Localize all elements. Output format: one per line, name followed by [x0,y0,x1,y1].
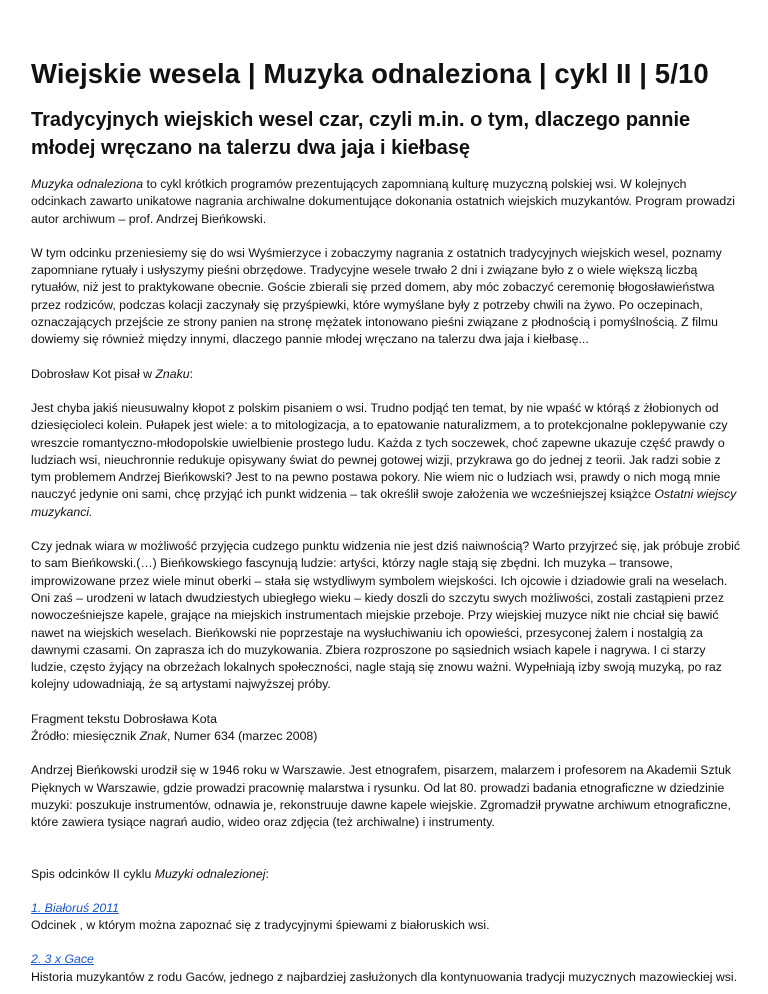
book-title: Ostatni wiejscy muzykanci. [31,487,737,519]
quote-intro-text: Dobrosław Kot pisał w [31,366,156,381]
quote-intro [31,366,740,383]
series-name: Muzyka odnaleziona [31,177,144,191]
episodes-series-name: Muzyki odnalezionej [154,866,266,881]
source-magazine: Znak [139,729,167,744]
episode-link-2[interactable]: 2. 3 x Gace [31,952,94,967]
source-issue: , Numer 634 (marzec 2008) [167,729,318,744]
source-line-2: Źródło: miesięcznik [31,729,140,744]
bio-paragraph: Andrzej Bieńkowski urodził się w 1946 roku w Warszawie. Jest etnografem, pisarzem, malarzem i profesorem na Akademii Sztuk Pięknych w Warszawie, gdzie prowadzi pracownię malarstwa i rysunku. Od lat 80. prowadzi badania etnograficzne w dziedzinie muzyki: poszukuje instrumentów, odnawia je, rekonstruuje dawne kapele wiejskie. Zgromadził prywatne archiwum etnograficzne, które zawiera tysiące nagrań audio, wideo oraz zdjęcia (też archiwalne) i instrumenty. [31,763,732,830]
intro-text: to cykl krótkich programów prezentujących zapomnianą kulturę muzyczną polskiej wsi. W kolejnych odcinkach zawarto unikatowe nagrania archiwalne dokumentujące dokonania ostatnich wiejskich muzykantów. Program prowadzi autor archiwum – prof. Andrzej Bieńkowski. [31,177,736,226]
quote-paragraph-2: Czy jednak wiara w możliwość przyjęcia cudzego punktu widzenia nie jest dziś naiwnością? Warto przyjrzeć się, jak próbuje zrobić to sam Bieńkowski.(…) Bieńkowskiego fascynują ludzie: artyści, którzy nagle stają się zbędni. Ich muzyka – transowe, improwizowane przez wiele minut oberki – stała się wstydliwym symbolem wiejskości. Ich ojcowie i dziadowie grali na weselach. Oni zaś – urodzeni w latach dwudziestych ubiegłego wieku – kiedy doszli do szczytu swych możliwości, zostali zastąpieni przez nowocześniejsze kapele, grające na miejskich instrumentach miejskie przeboje. Przy wiejskiej muzyce nikt nie chciał się bawić nawet na wiejskich weselach. Bieńkowski nie poprzestaje na wysłuchiwaniu ich opowieści, przesyconej żalem i nostalgią za dawnymi czasami. On zaprasza ich do muzykowania. Zbiera rozproszone po sąsiednich wsiach kapele i nagrywa. I ci starzy ludzie, często żyjący na obrzeżach lokalnych społeczności, nagle stają się znowu ważni. Wypełniają izby swoją muzyką, po raz kolejny udowadniają, że są artystami najwyższej próby. [31,539,740,692]
episode-paragraph: W tym odcinku przeniesiemy się do wsi Wyśmierzyce i zobaczymy nagrania z ostatnich tradycyjnych wiejskich wesel, poznamy zapomniane rytuały i usłyszymy pieśni obrzędowe. Tradycyjne wesele trwało 2 dni i związane było z o wiele większą liczbą rytuałów, niż jest to praktykowane obecnie. Goście zbierali się przed domem, aby móc zobaczyć ceremonię błogosławieństwa przez rodziców, podczas kolacji zaczynały się przyśpiewki, które wymyślane były z potrzeby chwili na żywo. Po oczepinach, oznaczających przejście ze strony panien na stronę mężatek intonowano pieśni związane z płodnością i pomyślnością. Z filmu dowiemy się również między innymi, dlaczego pannie młodej wręczano na talerzu dwa jaja i kiełbasę... [31,245,722,347]
episode-list-item [31,951,740,986]
page-subtitle: Tradycyjnych wiejskich wesel czar, czyli m.in. o tym, dlaczego pannie młodej wręczano na talerzu dwa jaja i kiełbasę [31,109,691,159]
quote-text: Jest chyba jakiś nieusuwalny kłopot z polskim pisaniem o wsi. Trudno podjąć ten temat, by nie wpaść w którąś z żłobionych od dziesięcioleci kolein. Pułapek jest wiele: a to mitologizacja, a to epatowanie naturalizmem, a to protekcjonalne poklepywanie czy wreszcie romantyczno-młodopolskie uwielbienie prostego ludu. Każda z tych soczewek, choć zapewne ukazuje część prawdy o ludziach wsi, nieuchronnie redukuje opisywany świat do pewnej gotowej wizji, przykrawa go do jednej z teorii. Jak radzi sobie z tym problemem Andrzej Bieńkowski? Jest to na pewno postawa pokory. Nie wiem nic o ludziach wsi, prawdy o nich mogą mnie nauczyć jedynie oni sami, chcę przyjąć ich punkt widzenia – tak określił swoje założenia we wcześniejszej książce [31,400,728,502]
quote-intro-colon: : [189,366,193,381]
episode-description-2: Historia muzykantów z rodu Gaców, jednego z najbardziej zasłużonych dla kontynuowania tradycji muzycznych mazowieckiej wsi. [31,969,738,984]
episode-list-item [31,900,740,935]
page-title: Wiejskie wesela | Muzyka odnaleziona | cykl II | 5/10 [31,58,709,89]
episode-link-1[interactable]: 1. Białoruś 2011 [31,900,119,915]
source-note [31,711,740,746]
episode-description-1: Odcinek , w którym można zapoznać się z tradycyjnymi śpiewami z białoruskich wsi. [31,918,490,933]
quote-paragraph-1 [31,400,740,521]
magazine-name: Znaku [155,366,190,381]
intro-paragraph [31,176,740,228]
source-line-1: Fragment tekstu Dobrosława Kota [31,711,217,726]
episodes-intro-text: Spis odcinków II cyklu [31,866,155,881]
episodes-intro [31,866,740,883]
episodes-intro-colon: : [265,866,269,881]
